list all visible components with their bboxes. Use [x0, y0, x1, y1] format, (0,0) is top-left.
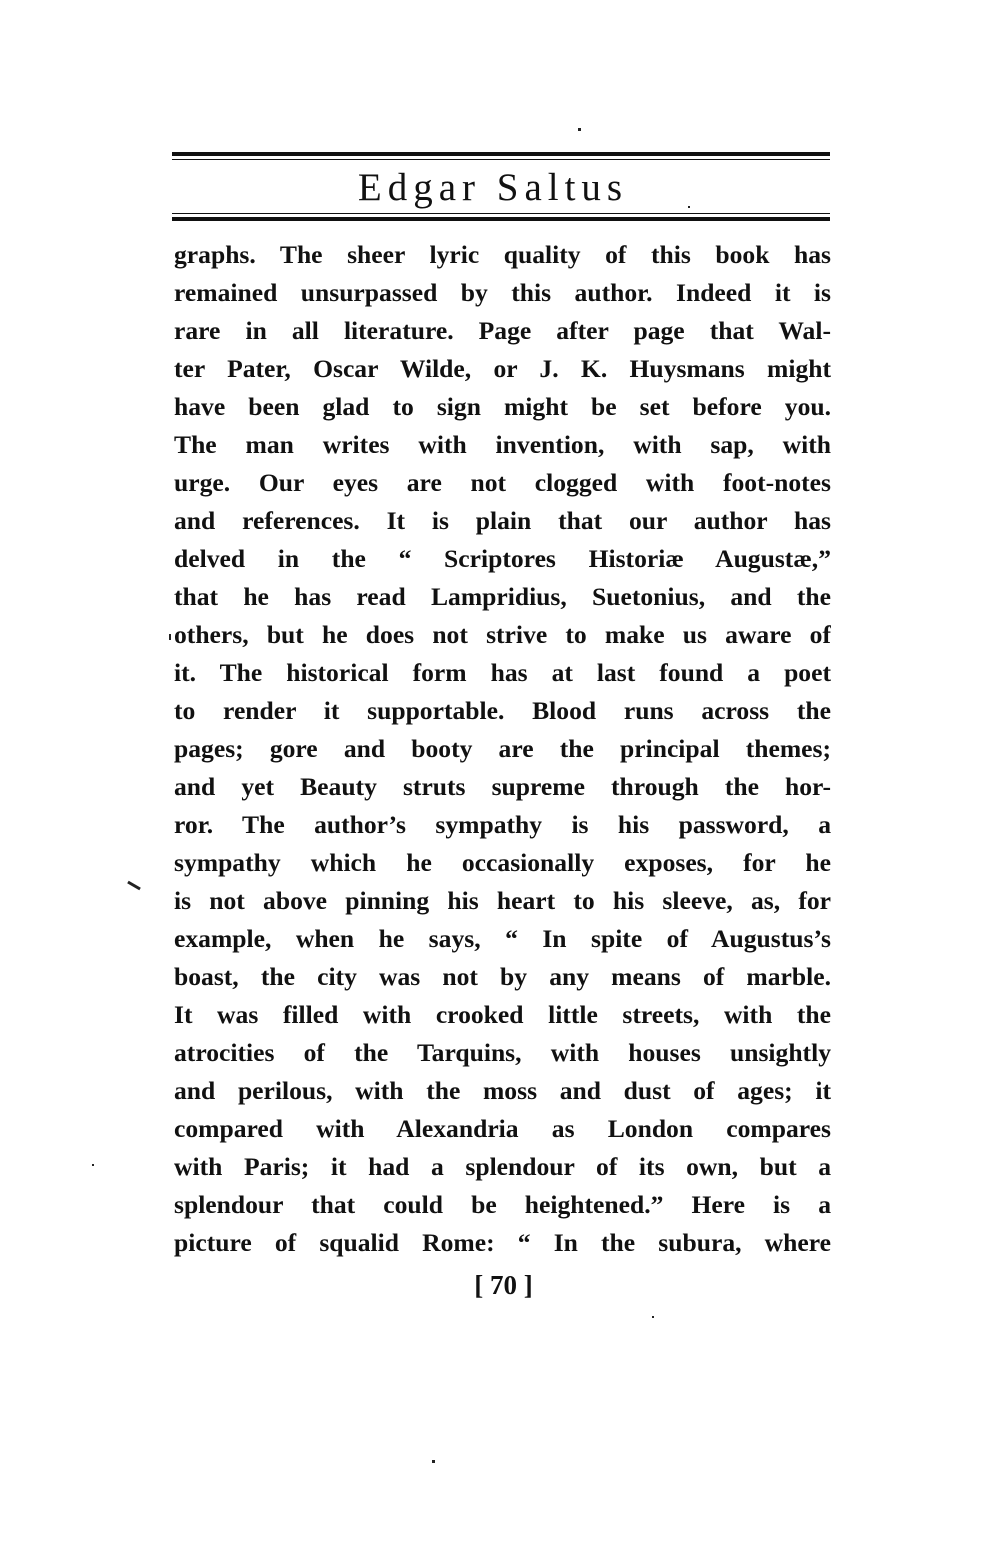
text-line: ter Pater, Oscar Wilde, or J. K. Huysmans might	[174, 354, 831, 383]
scan-speck	[169, 634, 171, 640]
scan-speck	[92, 1164, 94, 1166]
text-line: with Paris; it had a splendour of its own, but a	[174, 1152, 831, 1181]
text-line: picture of squalid Rome: “ In the subura, where	[174, 1228, 831, 1257]
text-line: sympathy which he occasionally exposes, for he	[174, 848, 831, 877]
text-line: it. The historical form has at last found a poet	[174, 658, 831, 687]
header-rule-top	[172, 152, 830, 156]
text-line: remained unsurpassed by this author. Indeed it is	[174, 278, 831, 307]
scan-speck	[432, 1460, 435, 1463]
text-line: and perilous, with the moss and dust of ages; it	[174, 1076, 831, 1105]
text-line: and references. It is plain that our author has	[174, 506, 831, 535]
text-line: compared with Alexandria as London compares	[174, 1114, 831, 1143]
text-line: delved in the “ Scriptores Historiæ Augustæ,”	[174, 544, 831, 573]
scan-speck	[652, 1316, 654, 1318]
text-line: ror. The author’s sympathy is his password, a	[174, 810, 831, 839]
body-text	[174, 236, 831, 1262]
running-head	[172, 164, 830, 212]
text-line: is not above pinning his heart to his sleeve, as, for	[174, 886, 831, 915]
text-line: splendour that could be heightened.” Here is a	[174, 1190, 831, 1219]
text-line: example, when he says, “ In spite of Augustus’s	[174, 924, 831, 953]
text-line: to render it supportable. Blood runs across the	[174, 696, 831, 725]
text-line: pages; gore and booty are the principal themes;	[174, 734, 831, 763]
text-line: The man writes with invention, with sap, with	[174, 430, 831, 459]
text-line: others, but he does not strive to make us aware of	[174, 620, 831, 649]
text-line: have been glad to sign might be set before you.	[174, 392, 831, 421]
text-line: urge. Our eyes are not clogged with foot-notes	[174, 468, 831, 497]
text-line: boast, the city was not by any means of marble.	[174, 962, 831, 991]
text-line: rare in all literature. Page after page that Wal-	[174, 316, 831, 345]
text-line: graphs. The sheer lyric quality of this book has	[174, 240, 831, 269]
text-line: It was filled with crooked little streets, with the	[174, 1000, 831, 1029]
scan-speck	[578, 128, 581, 131]
text-line: that he has read Lampridius, Suetonius, and the	[174, 582, 831, 611]
text-line: and yet Beauty struts supreme through the hor-	[174, 772, 831, 801]
running-head-title: Edgar Saltus	[357, 166, 629, 209]
header-rule-bottom	[172, 217, 830, 221]
page-number: [ 70 ]	[474, 1270, 533, 1300]
header-rule-bottom-thin	[172, 213, 830, 214]
scan-speck	[688, 206, 690, 208]
text-line: atrocities of the Tarquins, with houses unsightly	[174, 1038, 831, 1067]
header-rule-top-thin	[172, 159, 830, 160]
scan-speck	[127, 881, 141, 891]
